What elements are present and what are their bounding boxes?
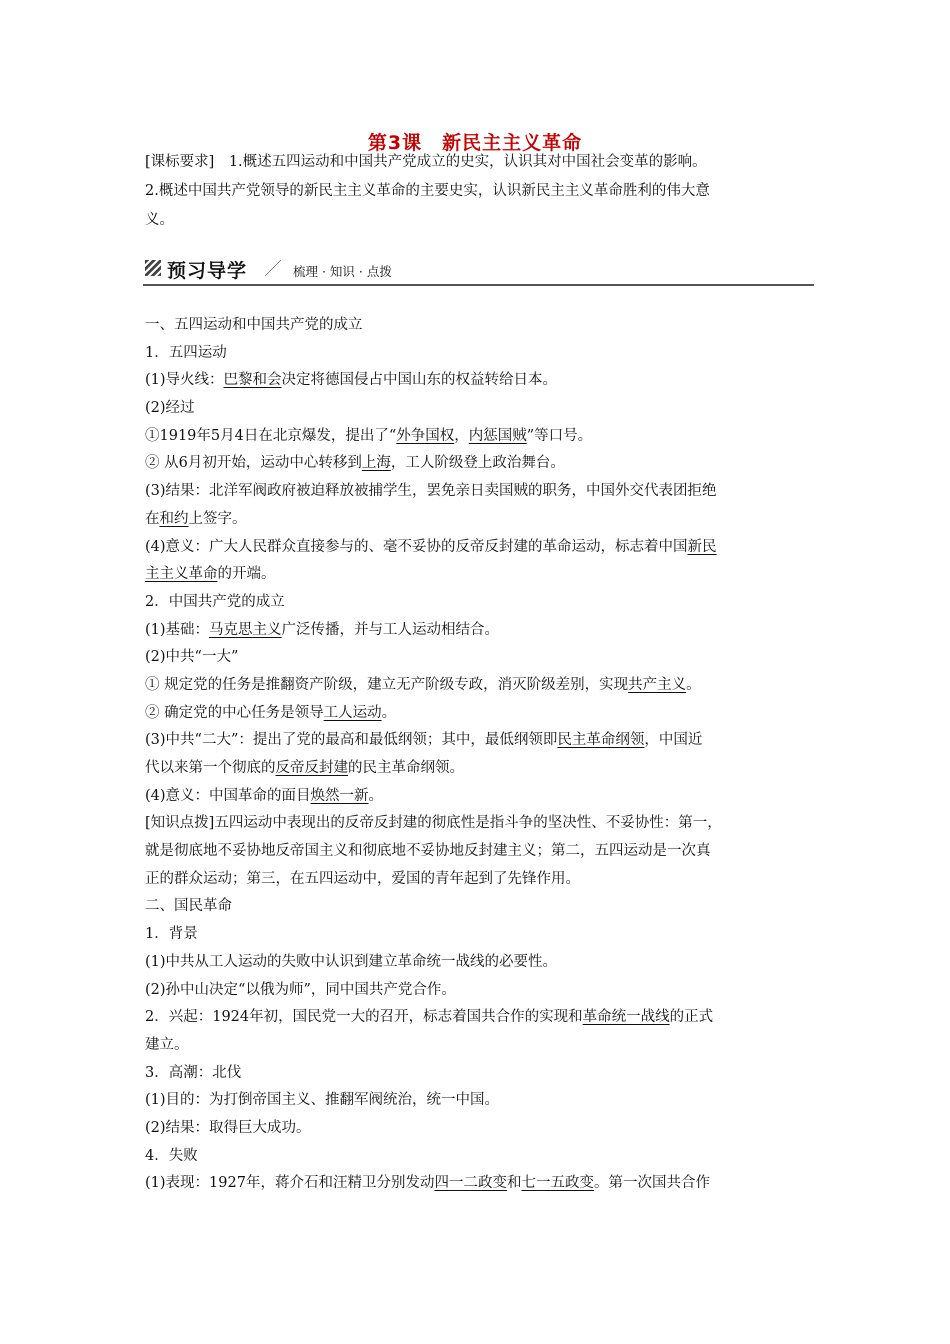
- underlined-answer: 主主义革命: [145, 566, 218, 583]
- text-line: [145, 1032, 817, 1060]
- text-segment: (1)基础：: [145, 621, 210, 638]
- text-line: [145, 672, 817, 700]
- text-line: [145, 893, 817, 921]
- text-segment: 。第一次国共合作: [593, 1175, 710, 1192]
- text-segment: (1)表现：1927年，蒋介石和汪精卫分别发动: [145, 1175, 435, 1192]
- text-line: [145, 1087, 817, 1115]
- text-segment: (2)孙中山决定“以俄为师”，同中国共产党合作。: [145, 981, 456, 998]
- text-segment: 二、国民革命: [145, 898, 232, 915]
- text-segment: (1)目的：为打倒帝国主义、推翻军阀统治，统一中国。: [145, 1092, 500, 1109]
- text-line: [145, 1170, 817, 1198]
- curriculum-requirement: [145, 148, 817, 235]
- text-segment: 4．失败: [145, 1147, 198, 1164]
- text-line: [145, 700, 817, 728]
- underlined-answer: 共产主义: [628, 676, 687, 693]
- underlined-answer: 工人运动: [323, 704, 382, 721]
- underlined-answer: 上海: [361, 455, 391, 472]
- text-line: [145, 949, 817, 977]
- text-line: [145, 810, 817, 838]
- text-line: [145, 644, 817, 672]
- text-segment: 。: [368, 787, 384, 804]
- underlined-answer: 马克思主义: [209, 621, 282, 638]
- text-line: [145, 866, 817, 894]
- text-line: [145, 977, 817, 1005]
- text-segment: (1)导火线：: [145, 372, 224, 389]
- text-line: [145, 921, 817, 949]
- text-segment: 代以来第一个彻底的: [145, 760, 276, 776]
- text-segment: 在: [145, 510, 160, 527]
- text-line: [145, 1060, 817, 1088]
- underlined-answer: 七一五政变: [521, 1175, 594, 1192]
- text-segment: (2)经过: [145, 400, 195, 417]
- text-segment: ，中国近: [644, 732, 703, 749]
- underlined-answer: 革命统一战线: [582, 1009, 670, 1026]
- text-segment: (1)中共从工人运动的失败中认识到建立革命统一战线的必要性。: [145, 953, 558, 970]
- text-line: [145, 1143, 817, 1171]
- text-segment: 2．兴起：1924年初，国民党一大的召开，标志着国共合作的实现和: [145, 1009, 583, 1026]
- underlined-answer: 焕然一新: [310, 787, 369, 804]
- text-line: [145, 1004, 817, 1032]
- underlined-answer: 民主革命纲领: [557, 732, 645, 749]
- text-line: [145, 727, 817, 755]
- text-segment: ①1919年5月4日在北京爆发，提出了“: [145, 427, 397, 444]
- text-segment: 。: [686, 676, 701, 693]
- text-line: [145, 755, 817, 783]
- document-body: [145, 312, 817, 1198]
- text-line: [145, 617, 817, 645]
- text-segment: 的正式: [669, 1009, 714, 1026]
- text-segment: 的民主革命纲领。: [348, 760, 464, 776]
- text-segment: ”等口号。: [526, 427, 593, 444]
- requirement-line: [课标要求] 1.概述五四运动和中国共产党成立的史实，认识其对中国社会变革的影响。: [145, 154, 707, 170]
- underlined-answer: 新民: [687, 538, 717, 555]
- text-segment: 一、五四运动和中国共产党的成立: [145, 317, 363, 333]
- underlined-answer: 反帝反封建: [275, 760, 348, 776]
- requirement-line: 义。: [145, 212, 174, 228]
- text-segment: 。: [381, 704, 397, 721]
- text-segment: 广泛传播，并与工人运动相结合。: [281, 621, 500, 638]
- underlined-answer: 四一二政变: [434, 1175, 507, 1192]
- text-line: [145, 838, 817, 866]
- text-line: [145, 478, 817, 506]
- text-segment: ② 确定党的中心任务是领导: [145, 704, 324, 721]
- text-segment: (4)意义：广大人民群众直接参与的、毫不妥协的反帝反封建的革命运动，标志着中国: [145, 538, 688, 555]
- text-segment: 1．五四运动: [145, 344, 227, 361]
- text-line: [145, 1115, 817, 1143]
- text-segment: 和: [506, 1175, 522, 1192]
- text-segment: 1．背景: [145, 926, 198, 943]
- page-title: 第3课 新民主主义革命: [367, 132, 583, 154]
- text-segment: (2)结果：取得巨大成功。: [145, 1119, 311, 1136]
- text-line: [145, 506, 817, 534]
- text-line: [145, 783, 817, 811]
- underlined-answer: 内惩国贼: [468, 427, 527, 444]
- banner-heading: 预习导学: [167, 260, 248, 282]
- text-segment: 上签字。: [188, 510, 247, 527]
- text-line: [145, 589, 817, 617]
- text-line: [145, 534, 817, 562]
- section-banner: [143, 256, 814, 286]
- text-segment: 决定将德国侵占中国山东的权益转给日本。: [281, 372, 558, 389]
- text-line: [145, 312, 817, 340]
- text-line: [145, 450, 817, 478]
- text-segment: ① 规定党的任务是推翻资产阶级，建立无产阶级专政，消灭阶级差别，实现: [145, 676, 629, 693]
- requirement-line: 2.概述中国共产党领导的新民主主义革命的主要史实，认识新民主主义革命胜利的伟大意: [145, 183, 710, 199]
- text-segment: 的开端。: [217, 566, 276, 583]
- text-segment: 正的群众运动；第三，在五四运动中，爱国的青年起到了先锋作用。: [145, 870, 580, 887]
- text-segment: (3)中共“二大”：提出了党的最高和最低纲领；其中，最低纲领即: [145, 732, 558, 749]
- text-line: [145, 423, 817, 451]
- corner-divider-icon: [265, 260, 281, 276]
- text-segment: (4)意义：中国革命的面目: [145, 787, 311, 804]
- stripe-icon: [145, 260, 161, 276]
- text-segment: 2．中国共产党的成立: [145, 593, 285, 610]
- underlined-answer: 外争国权: [396, 427, 455, 444]
- underlined-answer: 巴黎和会: [223, 372, 282, 389]
- text-segment: ② 从6月初开始，运动中心转移到: [145, 455, 362, 472]
- text-segment: (2)中共“一大”: [145, 649, 239, 666]
- text-line: [145, 395, 817, 423]
- text-segment: [知识点拨]五四运动中表现出的反帝反封建的彻底性是指斗争的坚决性、不妥协性：第一，: [145, 815, 722, 832]
- text-line: [145, 561, 817, 589]
- text-segment: (3)结果：北洋军阀政府被迫释放被捕学生，罢免亲日卖国贼的职务，中国外交代表团拒绝: [145, 483, 717, 500]
- text-segment: ，工人阶级登上政治舞台。: [390, 455, 565, 472]
- text-line: [145, 340, 817, 368]
- underlined-answer: 和约: [159, 510, 189, 527]
- text-segment: 建立。: [145, 1036, 189, 1053]
- banner-subheading: 梳理 · 知识 · 点拨: [293, 264, 392, 279]
- text-segment: 就是彻底地不妥协地反帝国主义和彻底地不妥协地反封建主义；第二，五四运动是一次真: [145, 843, 711, 860]
- text-segment: 3．高潮：北伐: [145, 1064, 242, 1081]
- text-line: [145, 367, 817, 395]
- text-segment: ，: [454, 427, 469, 444]
